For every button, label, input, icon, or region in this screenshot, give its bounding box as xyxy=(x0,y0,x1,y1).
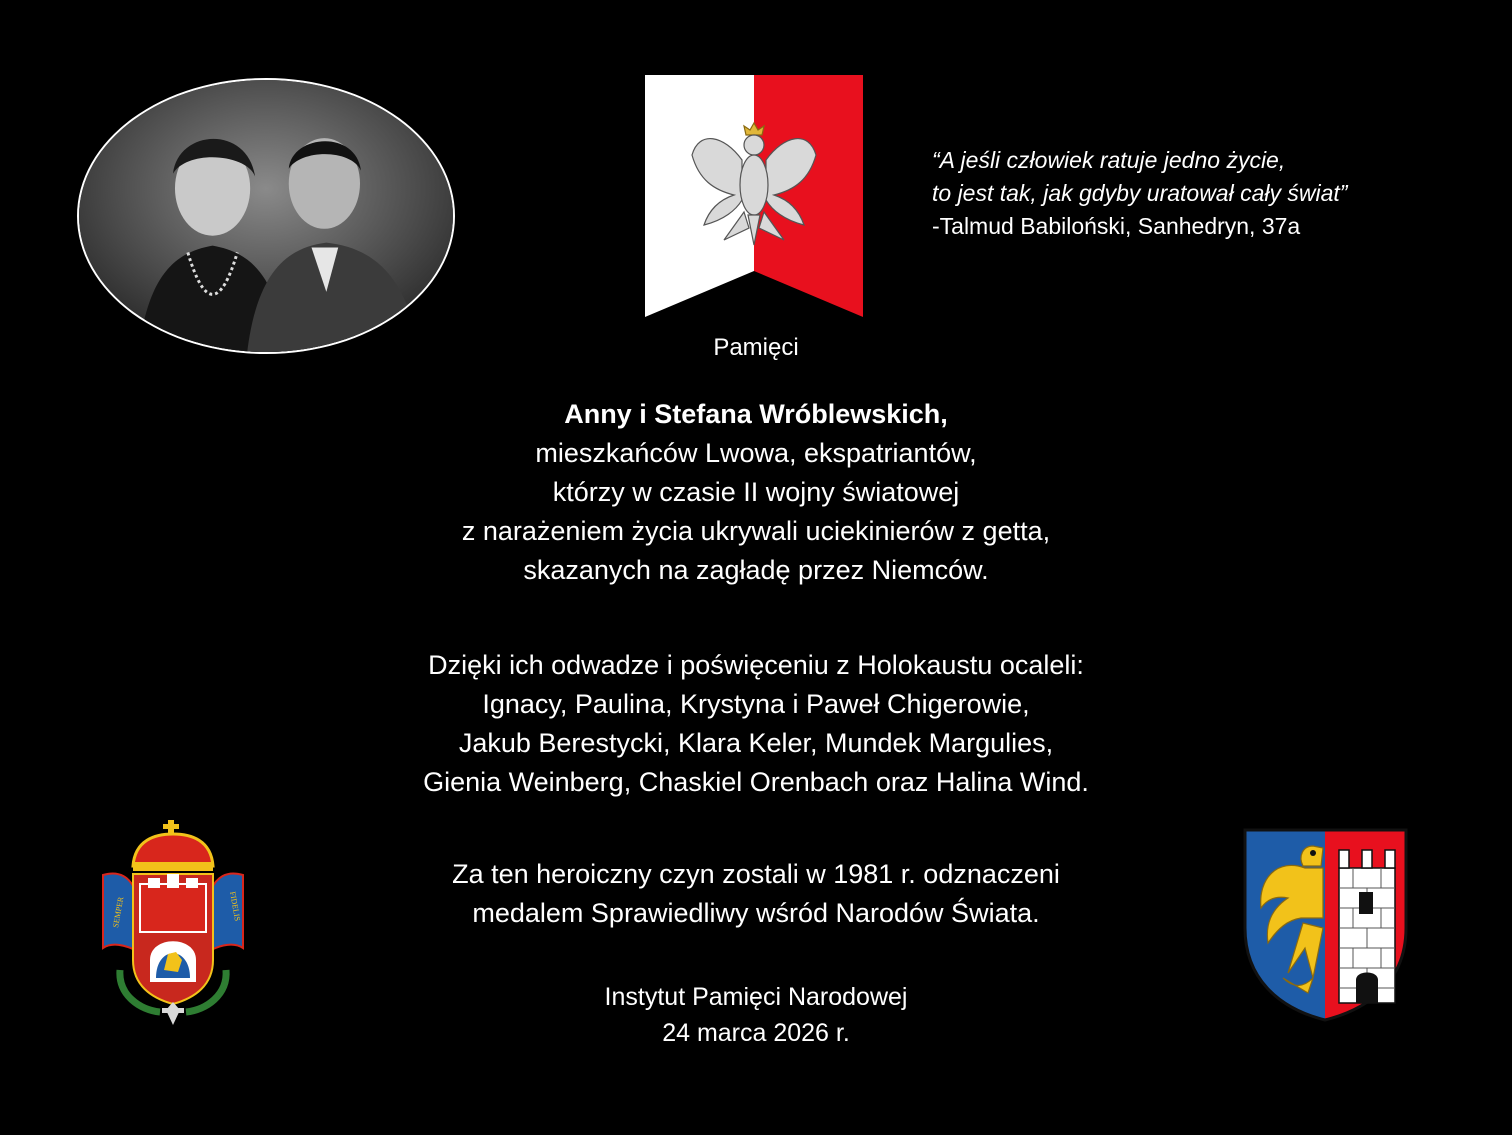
polish-eagle-banner-icon xyxy=(645,75,863,317)
dedication-line: mieszkańców Lwowa, ekspatriantów, xyxy=(535,438,977,468)
signature-date: 24 marca 2026 r. xyxy=(662,1019,850,1047)
institution-name: Instytut Pamięci Narodowej xyxy=(604,983,908,1011)
dedication-block xyxy=(0,395,1512,590)
survivors-block xyxy=(0,646,1512,802)
ribbon-left-text: SEMPER xyxy=(111,896,126,929)
survivors-line: Ignacy, Paulina, Krystyna i Paweł Chigerowie, xyxy=(482,689,1030,719)
survivors-line: Jakub Berestycki, Klara Keler, Mundek Margulies, xyxy=(458,728,1054,758)
dedication-line: którzy w czasie II wojny światowej xyxy=(552,477,960,507)
award-line: medalem Sprawiedliwy wśród Narodów Świata. xyxy=(472,898,1040,928)
dedication-line: z narażeniem życia ukrywali uciekinierów z getta, xyxy=(461,516,1051,546)
eagle-tower-coat-of-arms-icon xyxy=(1243,828,1408,1023)
award-line: Za ten heroiczny czyn zostali w 1981 r. odznaczeni xyxy=(452,859,1060,889)
survivors-line: Dzięki ich odwadze i poświęceniu z Holokaustu ocaleli: xyxy=(428,650,1084,680)
quote-source: -Talmud Babiloński, Sanhedryn, 37a xyxy=(932,213,1301,239)
honoree-names: Anny i Stefana Wróblewskich, xyxy=(564,399,948,429)
quote-line-2: to jest tak, jak gdyby uratował cały świat” xyxy=(932,180,1348,206)
portrait-image xyxy=(79,80,453,352)
survivors-line: Gienia Weinberg, Chaskiel Orenbach oraz Halina Wind. xyxy=(423,767,1089,797)
quote-line-1: “A jeśli człowiek ratuje jedno życie, xyxy=(932,147,1286,173)
talmud-quote xyxy=(932,144,1347,243)
lwow-coat-of-arms-icon xyxy=(100,820,246,1025)
couple-portrait-photo xyxy=(77,78,455,354)
memorial-heading: Pamięci xyxy=(713,334,799,361)
dedication-line: skazanych na zagładę przez Niemców. xyxy=(523,555,989,585)
ribbon-right-text: FIDELIS xyxy=(228,890,243,922)
